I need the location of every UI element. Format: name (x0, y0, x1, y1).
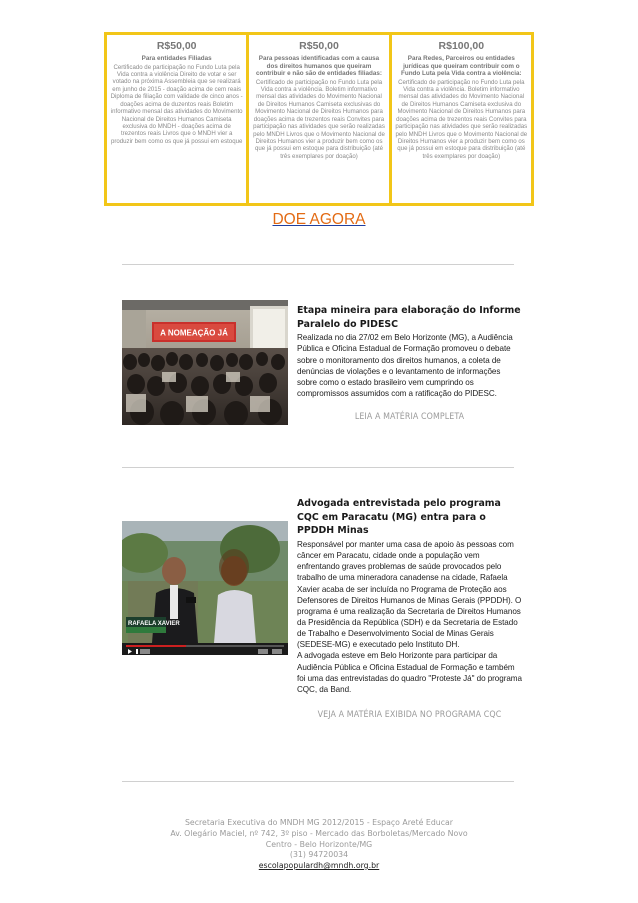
read-more-link[interactable]: LEIA A MATÉRIA COMPLETA (354, 412, 465, 423)
tier-description: Certificado de participação no Fundo Luta pela Vida contra a violência. Boletim informativo mensal das atividades do Movimento Nacional de Direitos Humanos Camiseta exclusivas do Movimento Nacional de Direitos Humanos para doações acima de trezentos reais Convites para participação nas atividades que serão realizadas pelo MNDH Livros que o Movimento Nacional de Direitos Humanos vier a produzir bem como os que já possui em estoque para distribuição (até três exemplares por doação) (253, 78, 385, 160)
footer-phone: (31) 94720034 (289, 850, 349, 860)
article-text (297, 304, 522, 424)
tier-description: Certificado de participação no Fundo Luta pela Vida contra a violência Direito de votar e ser votado na próxima Assembleia que se realizará em junho de 2015 - doação acima de cem reais Diploma de filiação com validade de cinco anos - doações acima de duzentos reais Boletim informativo mensal das atividades do Movimento Nacional de Direitos Humanos Camiseta exclusiva do MNDH - doações acima de trezentos reais Livros que o MNDH vier a produzir bem como os que já possui em estoque (110, 63, 243, 145)
tier-title: Para Redes, Parceiros ou entidades jurídicas que queiram contribuir com o Fundo Luta pela Vida contra a violência: (401, 55, 522, 78)
article-video-thumbnail[interactable] (122, 521, 288, 655)
watch-video-link[interactable]: VEJA A MATÉRIA EXIBIDA NO PROGRAMA CQC (317, 710, 502, 721)
divider (122, 264, 514, 265)
tier-redes-parceiros (392, 35, 531, 203)
footer-line-city: Centro - Belo Horizonte/MG (265, 839, 373, 849)
footer (0, 818, 638, 872)
article-title[interactable]: Etapa mineira para elaboração do Informe Paralelo do PIDESC (297, 305, 521, 330)
tier-pessoas (249, 35, 388, 203)
video-caption: RAFAELA XAVIER (128, 621, 180, 627)
article-body: Realizada no dia 27/02 em Belo Horizonte (MG), a Audiência Pública e Oficina Estadual de Formação promoveu o debate sobre o monitoramento dos direitos humanos, a coleta de denúncias de violações e o levantamento de informações sobre como o estado brasileiro vem cumprindo os compromissos assumidos com a ratificação do PIDESC. (297, 333, 513, 399)
auditorium-photo-icon (122, 300, 288, 425)
article-photo[interactable] (122, 300, 288, 425)
donate-link[interactable]: DOE AGORA (272, 211, 366, 228)
tier-price: R$100,00 (438, 40, 485, 52)
article-cqc (122, 497, 520, 727)
tier-price: R$50,00 (299, 40, 339, 52)
tier-title: Para pessoas identificadas com a causa dos direitos humanos que queiram contribuir e não são de entidades filiadas: (256, 55, 382, 78)
tier-entidades-filiadas (107, 35, 246, 203)
divider (122, 467, 514, 468)
footer-line-org: Secretaria Executiva do MNDH MG 2012/2015 - Espaço Areté Educar (184, 818, 453, 827)
article-title[interactable]: Advogada entrevistada pelo programa CQC em Paracatu (MG) entra para o PPDDH Minas (297, 498, 501, 537)
article-pidesc (122, 300, 520, 450)
footer-line-address: Av. Olegário Maciel, nº 742, 3º piso - Mercado das Borboletas/Mercado Novo (170, 828, 468, 838)
tier-price: R$50,00 (156, 40, 197, 52)
video-player-icon (122, 521, 288, 655)
donation-tiers (104, 32, 534, 206)
tier-description: Certificado de participação no Fundo Luta pela Vida contra a violência. Boletim informativo mensal das atividades do Movimento Nacional de Direitos Humanos Camiseta exclusiva do Movimento Nacional de Direitos Humanos para doações acima de trezentos reais Convites para participação nas atividades que serão realizadas pelo MNDH Livros que o Movimento Nacional de Direitos Humanos vier a produzir bem como os que já possui em estoque para distribuição (até três exemplares por doação) (395, 78, 528, 160)
protest-banner: A NOMEAÇÃO JÁ (160, 328, 228, 338)
divider (122, 781, 514, 782)
donate-section (0, 211, 638, 229)
article-body: Responsável por manter uma casa de apoio às pessoas com câncer em Paracatu, cidade onde a população vem enfrentando graves problemas de saúde provocados pelo trabalho de uma mineradora canadense na cidade, Rafaela Xavier acaba de ser incluída no Programa de Proteção aos Defensores de Direitos Humanos de Minas Gerais (PPDDH). O programa é uma realização da Secretaria de Direitos Humanos da Presidência da República (SDH) e da Secretaria de Estado de Trabalho e Desenvolvimento Social de Minas Gerais (SEDESE-MG) e executado pelo Instituto DH. A advogada esteve em Belo Horizonte para participar da Audiência Pública e Oficina Estadual de Formação e também foi uma das entrevistadas do quadro "Proteste Já" do programa CQC, da Band. (297, 539, 522, 694)
article-text (297, 497, 522, 722)
footer-email-link[interactable]: escolapopulardh@mndh.org.br (258, 861, 380, 870)
tier-title: Para entidades Filiadas (141, 55, 212, 62)
